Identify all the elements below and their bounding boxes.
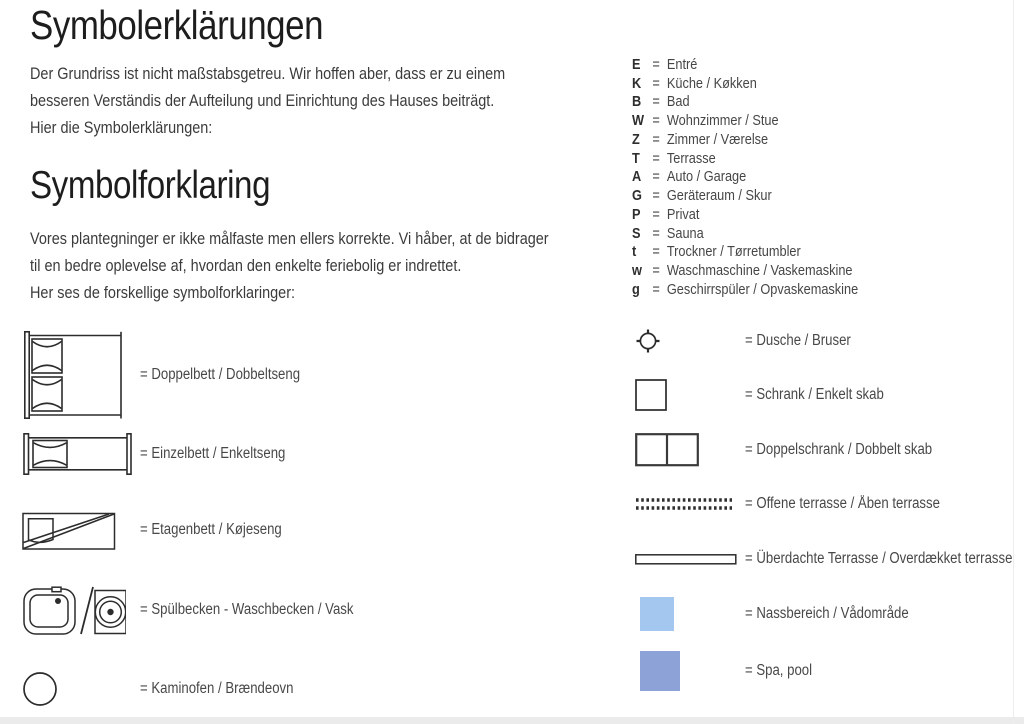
page-title-german: Symbolerklärungen [30,2,324,48]
abbrev-row-bad [632,93,858,112]
symbol-label: = Dusche / Bruser [745,332,851,349]
double-bed-icon [22,331,140,419]
equals-sign: = [652,55,660,73]
intro-da-line-3: Her ses de forskellige symbolforklaringer: [30,283,296,302]
abbrev-row-wohnzimmer [632,111,858,130]
intro-paragraph-danish [30,225,640,306]
legend-row-bunk-bed [22,510,307,550]
equals-sign: = [652,224,660,242]
abbrev-letter: A [632,168,642,186]
legend-row-open-terrace [635,496,974,511]
abbrev-meaning: Zimmer / Værelse [666,130,769,148]
page-bottom-edge [0,717,1024,724]
sink-washbasin-icon [22,584,140,636]
abbrev-row-auto [632,168,858,187]
abbrev-meaning: Sauna [666,224,704,242]
wood-stove-icon [22,671,140,707]
symbol-label: = Spa, pool [745,662,813,679]
equals-sign: = [652,205,660,223]
spa-pool-icon [640,651,680,691]
abbrev-row-entre [632,55,858,74]
abbrev-row-privat [632,205,858,224]
legend-row-covered-terrace [635,550,1024,567]
legend-row-wet-area [635,597,938,631]
symbol-label: = Einzelbett / Enkeltseng [140,445,286,462]
equals-sign: = [652,243,660,261]
legend-row-shower [635,328,869,354]
abbrev-meaning: Küche / Køkken [666,74,757,92]
double-cabinet-icon [635,433,745,467]
single-cabinet-icon [635,379,745,411]
abbrev-letter: K [632,74,642,92]
page-right-edge [1013,0,1014,724]
abbrev-letter: S [632,224,641,242]
abbrev-meaning: Geräteraum / Skur [666,187,772,205]
equals-sign: = [652,149,660,167]
abbrev-letter: g [632,280,640,298]
abbrev-meaning: Wohnzimmer / Stue [666,112,779,130]
abbrev-meaning: Bad [666,93,690,111]
abbreviation-list [632,55,898,299]
abbrev-row-zimmer [632,130,858,149]
intro-de-line-1: Der Grundriss ist nicht maßstabsgetreu. Wir hoffen aber, dass er zu einem [30,64,506,83]
abbrev-letter: Z [632,130,640,148]
equals-sign: = [652,74,660,92]
symbol-label: = Etagenbett / Køjeseng [140,521,282,538]
equals-sign: = [652,168,660,186]
symbol-label: = Doppelschrank / Dobbelt skab [745,441,933,458]
abbrev-letter: E [632,55,641,73]
equals-sign: = [652,280,660,298]
legend-row-single-bed [22,433,311,475]
legend-row-double-cabinet [635,433,965,467]
intro-de-line-3: Hier die Symbolerklärungen: [30,118,213,137]
abbrev-letter: w [632,262,642,280]
page-title-danish: Symbolforklaring [30,164,271,207]
abbrev-row-trockner [632,243,858,262]
abbrev-row-sauna [632,224,858,243]
intro-da-line-1: Vores plantegninger er ikke målfaste men ellers korrekte. Vi håber, at de bidrager [30,229,549,248]
equals-sign: = [652,130,660,148]
abbrev-letter: B [632,93,642,111]
abbrev-letter: P [632,205,641,223]
symbol-label: = Nassbereich / Vådområde [745,605,909,622]
single-bed-icon [22,433,140,475]
legend-row-single-cabinet [635,378,908,411]
wet-area-icon [640,597,674,631]
abbrev-meaning: Trockner / Tørretumbler [666,243,801,261]
bunk-bed-icon [22,510,140,550]
symbol-label: = Kaminofen / Brændeovn [140,680,294,697]
symbol-label: = Spülbecken - Waschbecken / Vask [140,601,354,618]
equals-sign: = [652,112,660,130]
legend-row-double-bed [22,331,328,419]
abbrev-meaning: Geschirrspüler / Opvaskemaskine [666,280,859,298]
abbrev-letter: G [632,187,642,205]
legend-row-wood-stove [22,671,321,707]
abbrev-row-kueche [632,74,858,93]
abbrev-meaning: Entré [666,55,698,73]
open-terrace-icon [635,497,745,511]
symbol-label: = Offene terrasse / Åben terrasse [745,494,940,512]
shower-icon [635,328,745,354]
abbrev-row-geraeteraum [632,186,858,205]
legend-row-sink [22,584,391,636]
covered-terrace-icon [635,554,745,565]
intro-paragraph-german [30,60,589,141]
equals-sign: = [652,262,660,280]
abbrev-meaning: Waschmaschine / Vaskemaskine [666,262,853,280]
intro-de-line-2: besseren Verständis der Aufteilung und Einrichtung des Hauses beiträgt. [30,91,495,110]
abbrev-letter: W [632,112,645,130]
abbrev-row-terrasse [632,149,858,168]
abbrev-meaning: Auto / Garage [666,168,747,186]
abbrev-letter: t [632,243,637,261]
abbrev-letter: T [632,149,640,167]
abbrev-row-geschirrspueler [632,280,858,299]
legend-row-spa-pool [635,651,824,691]
symbol-label: = Doppelbett / Dobbeltseng [140,366,301,383]
equals-sign: = [652,93,660,111]
abbrev-row-waschmaschine [632,261,858,280]
symbol-label: = Schrank / Enkelt skab [745,385,884,403]
equals-sign: = [652,187,660,205]
abbrev-meaning: Privat [666,205,700,223]
symbol-label: = Überdachte Terrasse / Overdækket terrasse [745,550,1013,567]
abbrev-meaning: Terrasse [666,149,716,167]
intro-da-line-2: til en bedre oplevelse af, hvordan den enkelte feriebolig er indrettet. [30,256,462,275]
